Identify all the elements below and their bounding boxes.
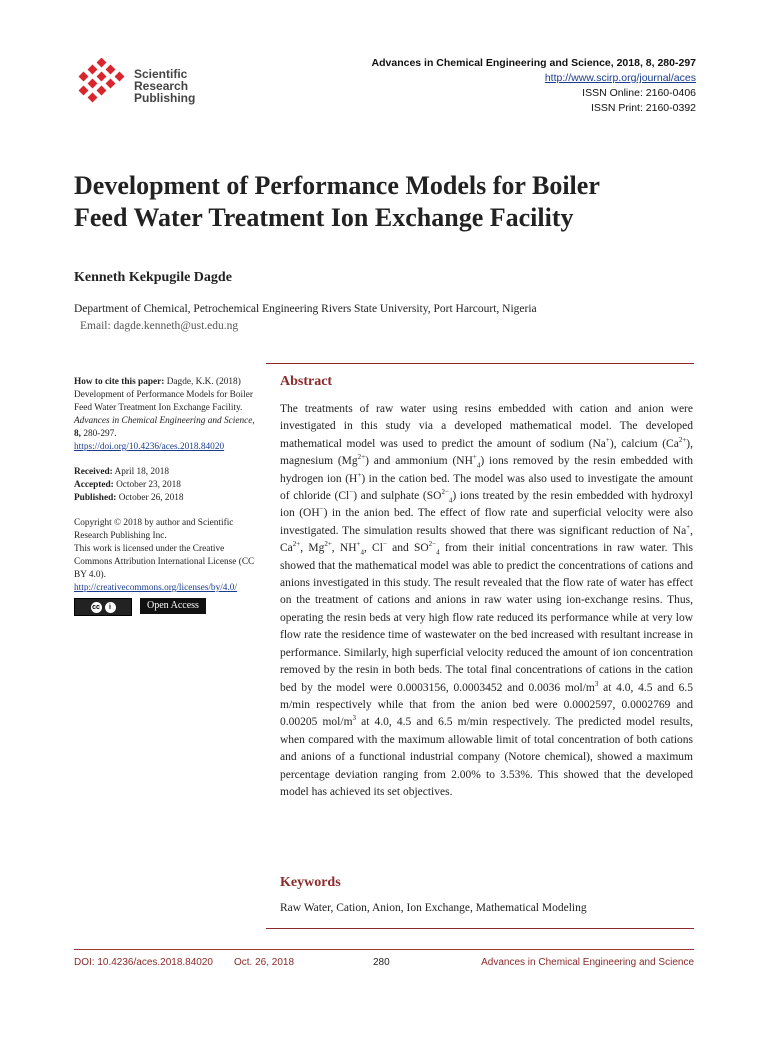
license-text: This work is licensed under the Creative Commons Attribution International License (CC BY 4.0). — [74, 544, 255, 580]
copyright-text: Copyright © 2018 by author and Scientific Research Publishing Inc. — [74, 518, 234, 541]
journal-info — [372, 56, 696, 116]
published-date: October 26, 2018 — [118, 493, 184, 503]
footer-rule — [74, 949, 694, 950]
issn-print: ISSN Print: 2160-0392 — [590, 102, 696, 114]
issn-online: ISSN Online: 2160-0406 — [582, 87, 696, 99]
logo-text-line-2: Research — [134, 79, 189, 93]
paper-title-line-2: Feed Water Treatment Ion Exchange Facility — [74, 203, 574, 232]
footer-date: Oct. 26, 2018 — [234, 957, 295, 968]
article-info-sidebar — [74, 376, 264, 616]
logo-diamond-icon — [78, 58, 128, 108]
keywords-heading: Keywords — [280, 875, 341, 890]
received-label: Received: — [74, 467, 113, 477]
received-date: April 18, 2018 — [114, 467, 170, 477]
footer-journal: Advances in Chemical Engineering and Science — [481, 957, 694, 968]
logo-text-line-3: Publishing — [134, 91, 196, 105]
license-block — [74, 517, 264, 616]
logo-text-line-1: Scientific — [134, 67, 188, 81]
paper-title-line-1: Development of Performance Models for Boiler — [74, 171, 600, 200]
author-name: Kenneth Kekpugile Dagde — [74, 270, 232, 285]
cite-doi-link[interactable]: https://doi.org/10.4236/aces.2018.84020 — [74, 442, 225, 452]
abstract-heading: Abstract — [280, 374, 333, 389]
page-number: 280 — [373, 957, 390, 968]
published-label: Published: — [74, 493, 117, 503]
open-access-badge: Open Access — [140, 598, 206, 614]
paper-title — [74, 170, 714, 234]
cite-volume: 8, — [74, 429, 81, 439]
journal-citation: Advances in Chemical Engineering and Science, 2018, 8, 280-297 — [371, 57, 696, 69]
cc-by-badge[interactable] — [74, 598, 132, 616]
keywords-list: Raw Water, Cation, Anion, Ion Exchange, Mathematical Modeling — [280, 902, 587, 914]
cite-pages: 280-297. — [83, 429, 117, 439]
license-badges — [74, 598, 264, 616]
dates-block — [74, 466, 264, 505]
author-email[interactable]: Email: dagde.kenneth@ust.edu.ng — [80, 320, 239, 332]
accepted-label: Accepted: — [74, 480, 114, 490]
citation-block — [74, 376, 264, 454]
cite-text: Dagde, K.K. (2018) Development of Performance Models for Boiler Feed Water Treatment Ion Exchange Facility. — [74, 377, 253, 413]
abstract-top-rule — [266, 363, 694, 364]
accepted-date: October 23, 2018 — [116, 480, 181, 490]
affiliation: Department of Chemical, Petrochemical Engineering Rivers State University, Port Harcourt, Nigeria — [74, 303, 537, 315]
by-person-icon: i — [105, 602, 116, 613]
cite-journal: Advances in Chemical Engineering and Science, — [74, 416, 255, 426]
journal-url-link[interactable]: http://www.scirp.org/journal/aces — [544, 72, 696, 84]
publisher-logo — [78, 58, 210, 108]
abstract-body: The treatments of raw water using resins embedded with cation and anion were investigated in this study via a developed mathematical model. The developed mathematical model was used to predict the amount of sodium (Na+), calcium $(Ca^{2+})$, magnesium $(Mg^{2+})$ and ammonium $(NH^+_4)$ ions removed by the resin embedded with hydrogen ion (H+) in the cation bed. The model was also used to investigate the amount of chloride (Cl−) and sulphate $(SO^{2-}_4)$ ions treated by the resin embedded with hydroxyl ion (OH−) in the anion bed. The effect of flow rate and superficial velocity were also investigated. The simulation results showed that there was significant reduction of Na+, $Ca^{2+}$, $Mg^{2+}$, $NH^+_4$, Cl− and $SO^{2-}_4$ from their initial concentrations in raw water. This showed that the mathematical model was able to predict the concentrations of cations and anions investigated in this study. The result revealed that the flow rate of water has effect on the treatment of cations and anions in raw water using ion-exchange resins. Thus, operating the resin beds at very high flow rate reduced its performance while at very low flow rate the residence time of wastewater on the bed increased with resultant increase in performance. Similarly, high superficial velocity reduced the amount of ion concentration removed by the resin in both beds. The total final concentrations of cations in the cation bed by the model were 0.0003156, 0.0003452 and 0.0036 mol/$m^3$ at 4.0, 4.5 and 6.5 m/min respectively while that from the anion bed were 0.0002597, 0.0002769 and 0.00205 mol/$m^3$ at 4.0, 4.5 and 6.5 m/min respectively. The predicted model results, when compared with the maximum allowable limit of total concentration of both cations and anions of a functional industrial company (Notore chemical), showed a maximum percentage deviation ranging from 2.00% to 3.53%. This showed that the developed model has achieved its set objectives. — [280, 403, 694, 798]
cc-icon: cc — [92, 603, 100, 611]
footer-doi[interactable]: DOI: 10.4236/aces.2018.84020 — [74, 957, 213, 968]
keywords-bottom-rule — [266, 928, 694, 929]
cite-label: How to cite this paper: — [74, 377, 165, 387]
license-url-link[interactable]: http://creativecommons.org/licenses/by/4.0/ — [74, 583, 238, 593]
